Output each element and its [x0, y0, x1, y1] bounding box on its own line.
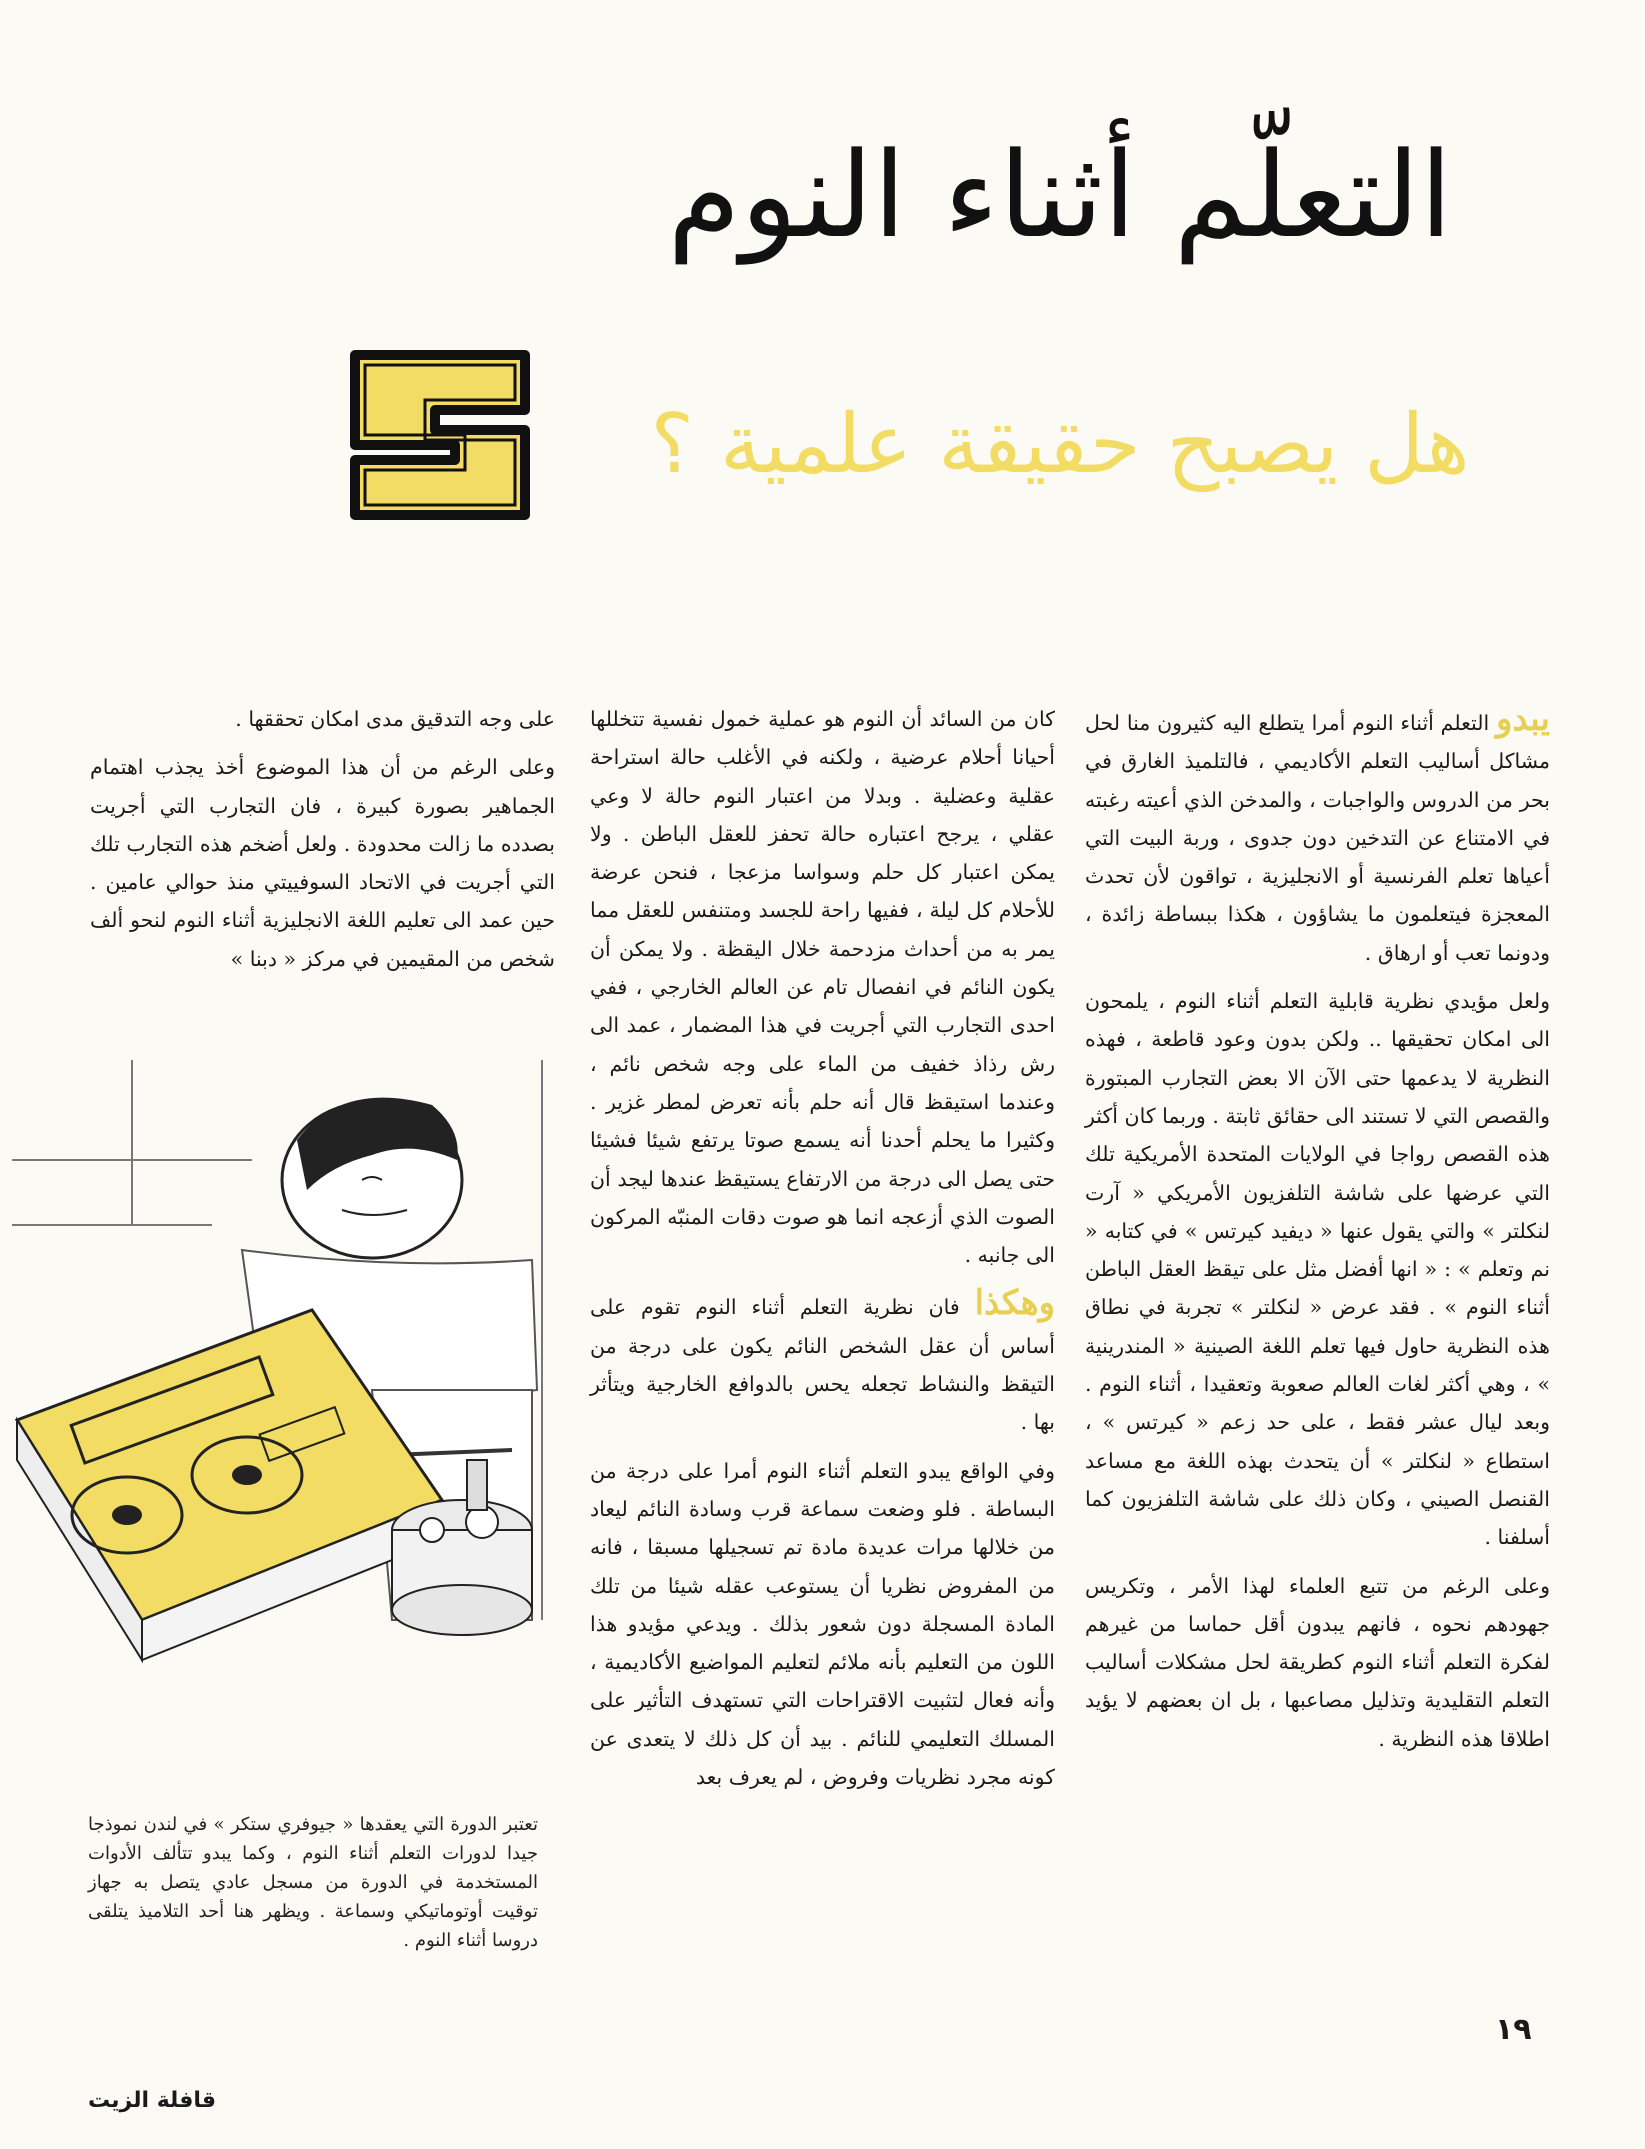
paragraph: وفي الواقع يبدو التعلم أثناء النوم أمرا على درجة من البساطة . فلو وضعت سماعة قرب وسادة النائم ليعاد من خلالها مرات عديدة مادة تم تسجيلها مسبقا ، فانه من المفروض نظريا أن يستوعب عقله شيئا من تلك المادة المسجلة دون شعور بذلك . ويدعي مؤيدو هذا اللون من التعليم بأنه ملائم لتعليم المواضيع الأكاديمية ، وأنه فعال لتثبيت الاقتراحات التي تستهدف التأثير على المسلك التعليمي للنائم . بيد أن كل ذلك لا يتعدى عن كونه مجرد نظريات وفروض ، لم يعرف بعد — [590, 1458, 1055, 1790]
illustration-caption: تعتبر الدورة التي يعقدها « جيوفري ستكر » في لندن نموذجا جيدا لدورات التعلم أثناء النوم ، وكما يبدو تتألف الأدوات المستخدمة في الدورة من مسجل عادي يتصل به جهاز توقيت أوتوماتيكي وسماعة . ويظهر هنا أحد التلاميذ يتلقى دروسا أثناء النوم . — [88, 1814, 538, 1951]
lead-word: وهكذا — [974, 1283, 1055, 1324]
paragraph: وعلى الرغم من تتبع العلماء لهذا الأمر ، وتكريس جهودهم نحوه ، فانهم يبدون أقل حماسا من غيرهم لفكرة التعلم أثناء النوم كطريقة لحل مشكلات أساليب التعلم التقليدية وتذليل مصاعبها ، بل ان بعضهم لا يؤيد اطلاقا هذه النظرية . — [1085, 1573, 1550, 1751]
section-logo-icon — [325, 335, 555, 535]
article-title: التعلّم أثناء النوم — [667, 126, 1453, 264]
sleeping-student-illustration — [12, 1060, 572, 1800]
paragraph-text: التعلم أثناء النوم أمرا يتطلع اليه كثيرون منا لحل مشاكل أساليب التعلم الأكاديمي ، فالتلميذ الغارق في بحر من الدروس والواجبات ، والمدخن الذي أعيته رغبته في الامتناع عن التدخين دون جدوى ، وربة البيت التي أعياها تعلم الفرنسية أو الانجليزية ، تواقون لأن تحدث المعجزة فيتعلمون ما يشاؤون ، هكذا ببساطة زائدة ، ودونما تعب أو ارهاق . — [1085, 711, 1550, 965]
article-subtitle: هل يصبح حقيقة علمية ؟ — [650, 397, 1470, 492]
page-number: ١٩ — [1495, 2012, 1532, 2047]
paragraph — [590, 1284, 1055, 1441]
paragraph: كان من السائد أن النوم هو عملية خمول نفسية تتخللها أحيانا أحلام عرضية ، ولكنه في الأغلب حالة استراحة عقلية وعضلية . وبدلا من اعتبار النوم حالة لا وعي عقلي ، يرجح اعتباره حالة تحفز للعقل الباطن . ولا يمكن اعتبار كل حلم وسواسا مزعجا ، فنحن عرضة للأحلام كل ليلة ، ففيها راحة للجسد ومتنفس للعقل مما يمر به من أحداث مزدحمة خلال اليقظة . ولا يمكن أن يكون النائم في انفصال تام عن العالم الخارجي ، ففي احدى التجارب التي أجريت في هذا المضمار ، عمد الى رش رذاذ خفيف من الماء على وجه شخص نائم ، وعندما استيقظ قال أنه حلم بأنه تعرض لمطر غزير . وكثيرا ما يحلم أحدنا أنه يسمع صوتا يرتفع شيئا فشيئا حتى يصل الى درجة من الارتفاع يستيقظ عندها ليجد أن الصوت الذي أزعجه انما هو صوت دقات المنبّه المركون الى جانبه . — [590, 707, 1055, 1268]
paragraph: ولعل مؤيدي نظرية قابلية التعلم أثناء النوم ، يلمحون الى امكان تحقيقها .. ولكن بدون وعود قاطعة ، فهذه النظرية لا يدعمها حتى الآن الا بعض التجارب المبتورة والقصص التي لا تستند الى حقائق ثابتة . وربما كان أكثر هذه القصص رواجا في الولايات المتحدة الأمريكية تلك التي عرضها على شاشة التلفزيون الأمريكي « آرت لنكلتر » والتي يقول عنها « ديفيد كيرتس » في كتابه « نم وتعلم » : « انها أفضل مثل على تيقظ العقل الباطن أثناء النوم » . فقد عرض « لنكلتر » تجربة في نطاق هذه النظرية حاول فيها تعلم اللغة الصينية « المندرينية » ، وهي أكثر لغات العالم صعوبة وتعقيدا ، أثناء النوم . وبعد ليال عشر فقط ، على حد زعم « كيرتس » ، استطاع « لنكلتر » أن يتحدث بهذه اللغة مع مساعد القنصل الصيني ، وكان ذلك على شاشة التلفزيون كما أسلفنا . — [1085, 989, 1550, 1550]
paragraph-text: فان نظرية التعلم أثناء النوم تقوم على أساس أن عقل الشخص النائم يكون على درجة من التيقظ والنشاط تجعله يحس بالدوافع الخارجية ويتأثر بها . — [590, 1295, 1055, 1435]
article-column-left — [90, 700, 555, 988]
article-column-right — [1085, 700, 1550, 1768]
article-column-middle — [590, 700, 1055, 1806]
paragraph: وعلى الرغم من أن هذا الموضوع أخذ يجذب اهتمام الجماهير بصورة كبيرة ، فان التجارب التي أجريت بصدده ما زالت محدودة . ولعل أضخم هذه التجارب تلك التي أجريت في الاتحاد السوفييتي منذ حوالي عامين . حين عمد الى تعليم اللغة الانجليزية أثناء النوم لنحو ألف شخص من المقيمين في مركز « دبنا » — [90, 755, 555, 971]
magazine-name: قافلة الزيت — [88, 2088, 217, 2113]
paragraph — [1085, 700, 1550, 972]
paragraph: على وجه التدقيق مدى امكان تحققها . — [235, 707, 555, 731]
lead-word: يبدو — [1496, 699, 1550, 739]
